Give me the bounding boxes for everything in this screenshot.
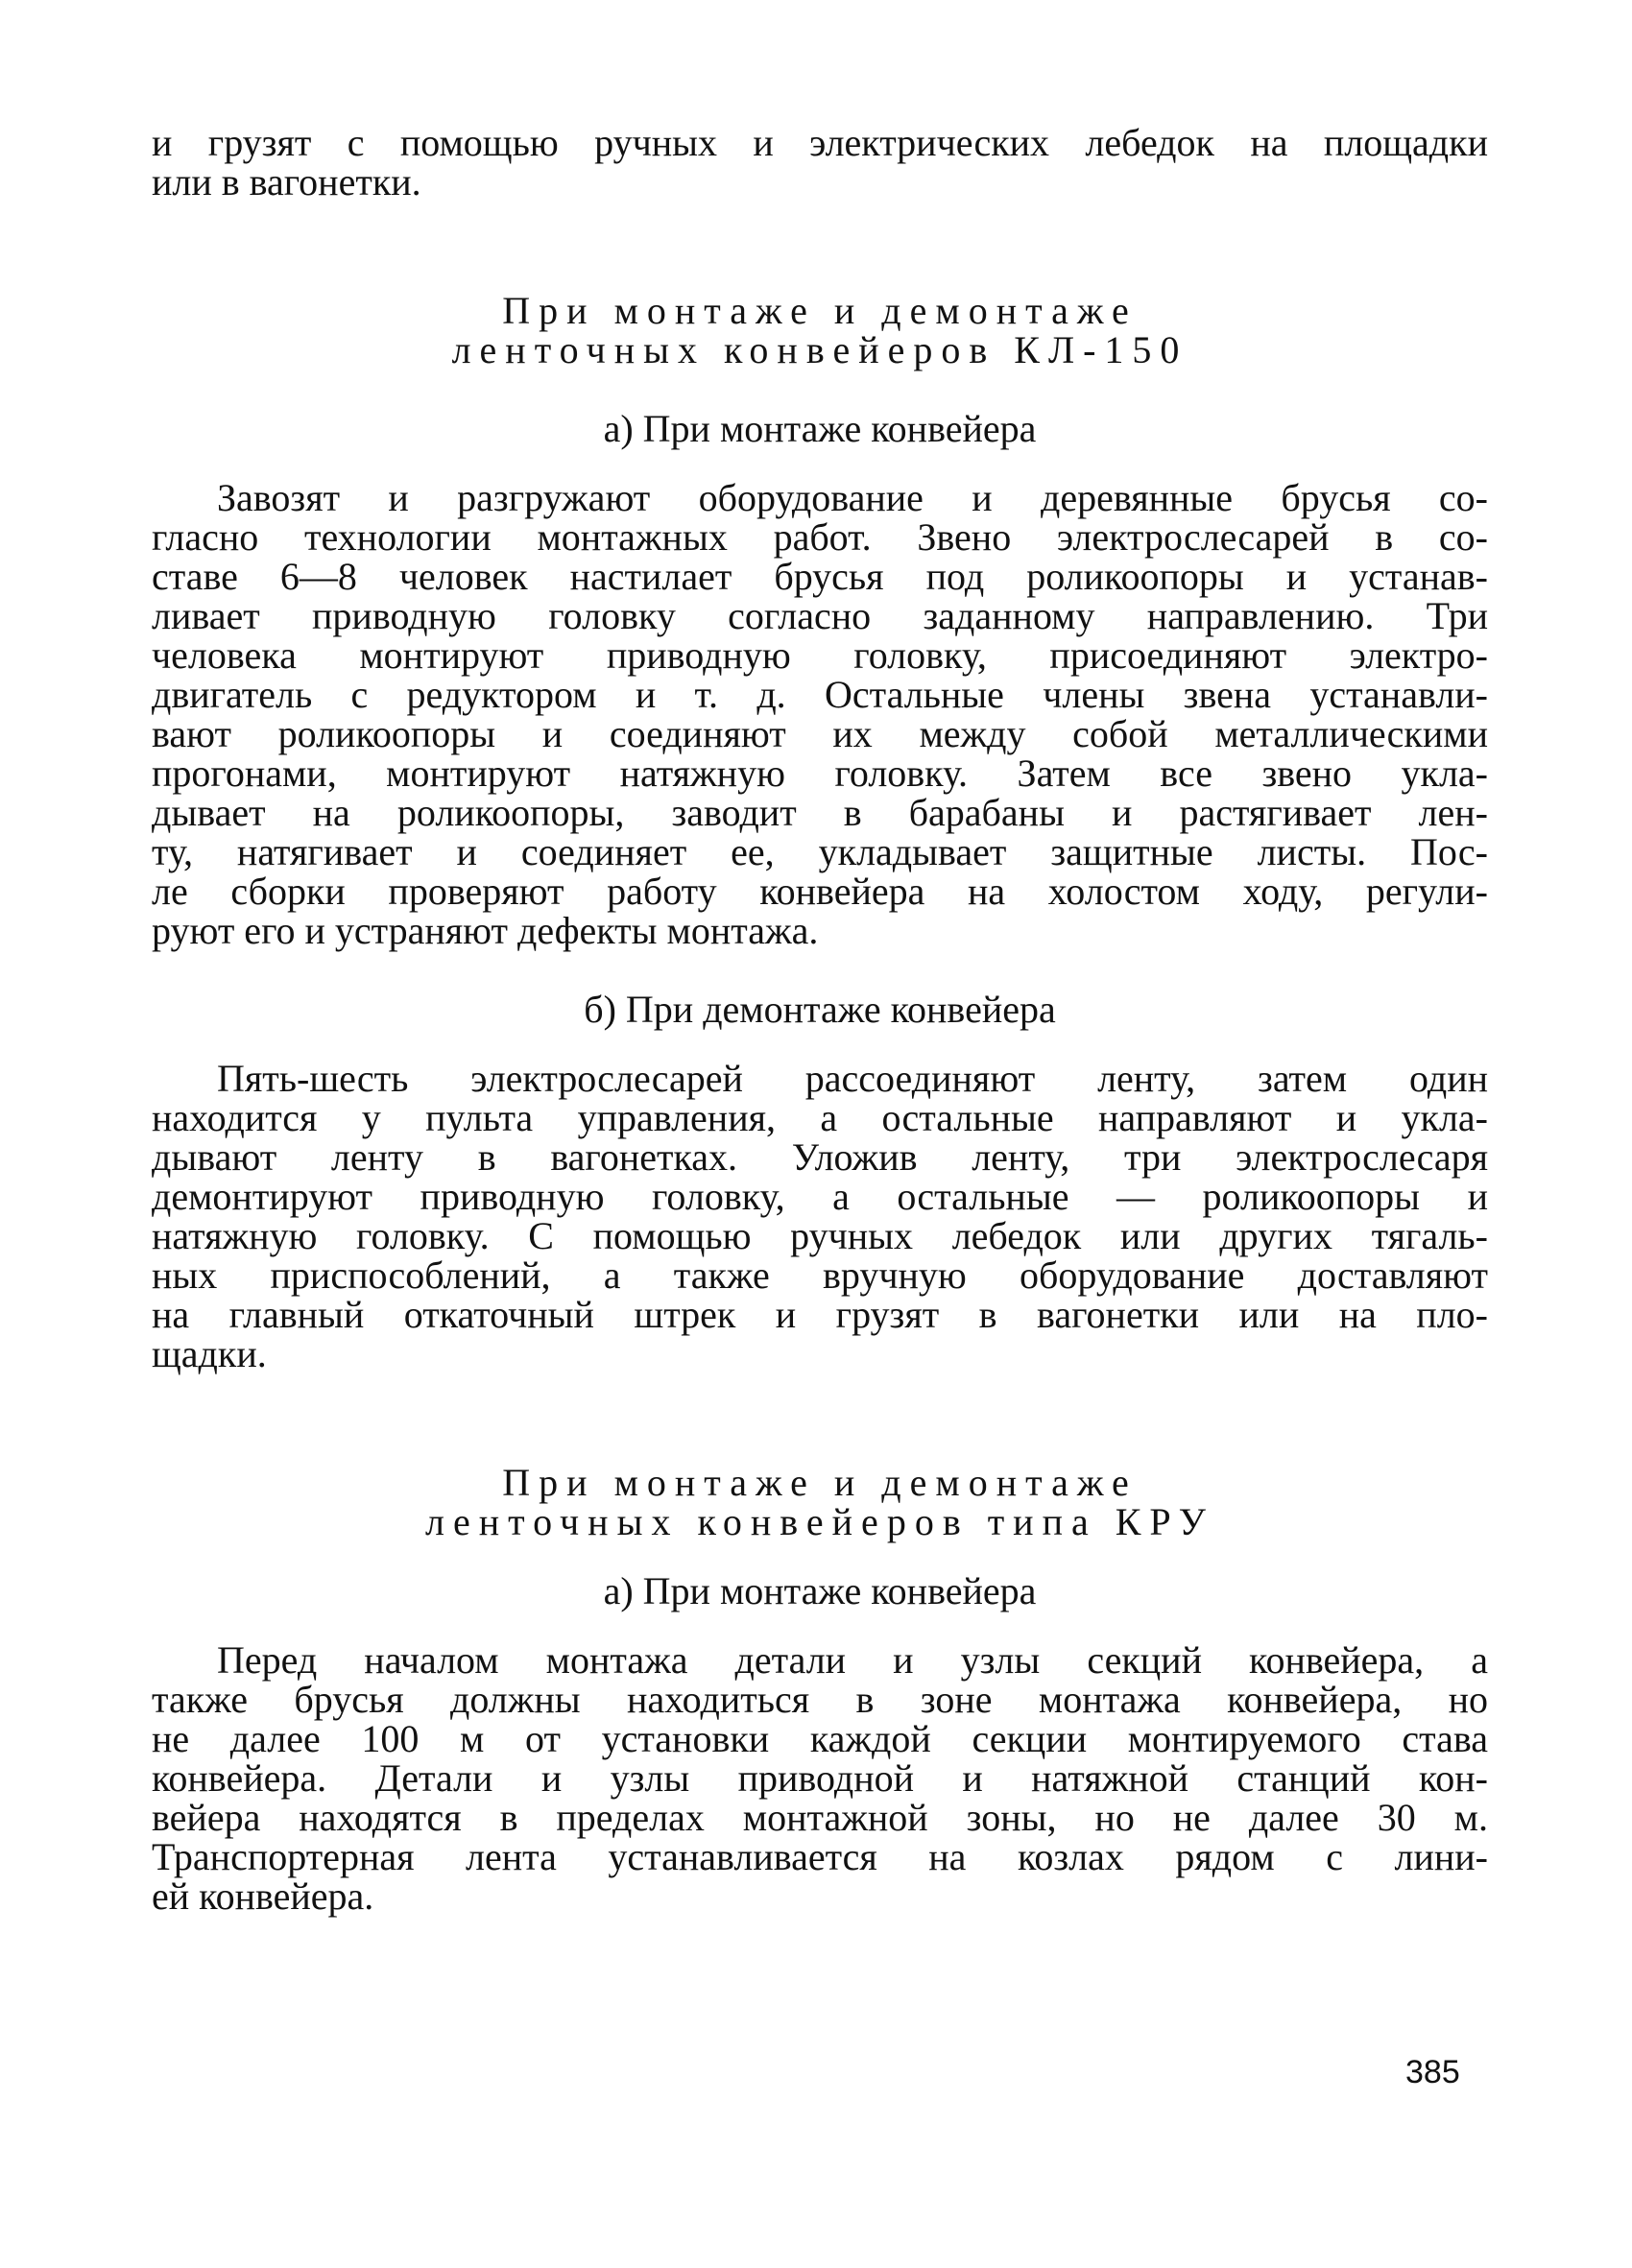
- paragraph-dismantling-kl150: [152, 1059, 1488, 1373]
- text-line: дывают ленту в вагонетках. Уложив ленту, три электрослесаря: [152, 1135, 1488, 1179]
- text-line: вают роликоопоры и соединяют их между собой металлическими: [152, 712, 1488, 755]
- text-line: Завозят и разгружают оборудование и деревянные брусья со-: [217, 476, 1488, 519]
- text-line: гласно технологии монтажных работ. Звено электрослесарей в со-: [152, 515, 1488, 559]
- text-line: прогонами, монтируют натяжную головку. Затем все звено укла-: [152, 752, 1488, 795]
- subheading-mounting: а) При монтаже конвейера: [603, 407, 1037, 450]
- text-line: ных приспособлений, а также вручную оборудование доставляют: [152, 1253, 1488, 1297]
- text-line: ту, натягивает и соединяет ее, укладывает защитные листы. Пос-: [152, 830, 1488, 873]
- text-line: ей конвейера.: [152, 1874, 374, 1918]
- text-line: не далее 100 м от установки каждой секции монтируемого става: [152, 1717, 1488, 1760]
- text-line: натяжную головку. С помощью ручных лебедок или других тягаль-: [152, 1214, 1488, 1257]
- text-line: Пять-шесть электрослесарей рассоединяют ленту, затем один: [217, 1057, 1488, 1100]
- text-line: конвейера. Детали и узлы приводной и натяжной станций кон-: [152, 1756, 1488, 1800]
- heading-line: ленточных конвейеров КЛ-150: [451, 328, 1188, 371]
- text-line: ставе 6—8 человек настилает брусья под роликоопоры и устанав-: [152, 555, 1488, 598]
- section-heading-kru: [152, 1463, 1488, 1541]
- section-heading-kl150: [152, 291, 1488, 370]
- text-line: дывает на роликоопоры, заводит в барабаны и растягивает лен-: [152, 791, 1488, 834]
- text-line: демонтируют приводную головку, а остальные — роликоопоры и: [152, 1175, 1488, 1218]
- text-line: Перед началом монтажа детали и узлы секций конвейера, а: [217, 1638, 1488, 1682]
- heading-line: При монтаже и демонтаже: [502, 289, 1138, 332]
- text-line: человека монтируют приводную головку, присоединяют электро-: [152, 633, 1488, 677]
- text-line: также брусья должны находиться в зоне монтажа конвейера, но: [152, 1678, 1488, 1721]
- text-line: на главный откаточный штрек и грузят в вагонетки или на пло-: [152, 1293, 1488, 1336]
- subheading-mounting-kru: а) При монтаже конвейера: [603, 1569, 1037, 1612]
- text-line: руют его и устраняют дефекты монтажа.: [152, 909, 819, 952]
- text-line: находится у пульта управления, а остальные направляют и укла-: [152, 1096, 1488, 1139]
- text-line: ле сборки проверяют работу конвейера на холостом ходу, регули-: [152, 870, 1488, 913]
- paragraph-mounting-kru: [152, 1640, 1488, 1916]
- text-line: Транспортерная лента устанавливается на козлах рядом с лини-: [152, 1835, 1488, 1878]
- page-number: 385: [1405, 2054, 1460, 2090]
- subheading-dismantling: б) При демонтаже конвейера: [584, 988, 1056, 1031]
- text-line: или в вагонетки.: [152, 160, 421, 203]
- page-body: [152, 123, 1488, 1916]
- text-line: ливает приводную головку согласно заданному направлению. Три: [152, 594, 1488, 637]
- text-line: двигатель с редуктором и т. д. Остальные члены звена устанавли-: [152, 673, 1488, 716]
- heading-line: ленточных конвейеров типа КРУ: [425, 1500, 1214, 1543]
- heading-line: При монтаже и демонтаже: [502, 1461, 1138, 1504]
- text-line: вейера находятся в пределах монтажной зоны, но не далее 30 м.: [152, 1796, 1488, 1839]
- paragraph-mounting-kl150: [152, 478, 1488, 950]
- intro-paragraph: [152, 123, 1488, 202]
- text-line: щадки.: [152, 1332, 267, 1375]
- text-line: и грузят с помощью ручных и электрических лебедок на площадки: [152, 121, 1488, 164]
